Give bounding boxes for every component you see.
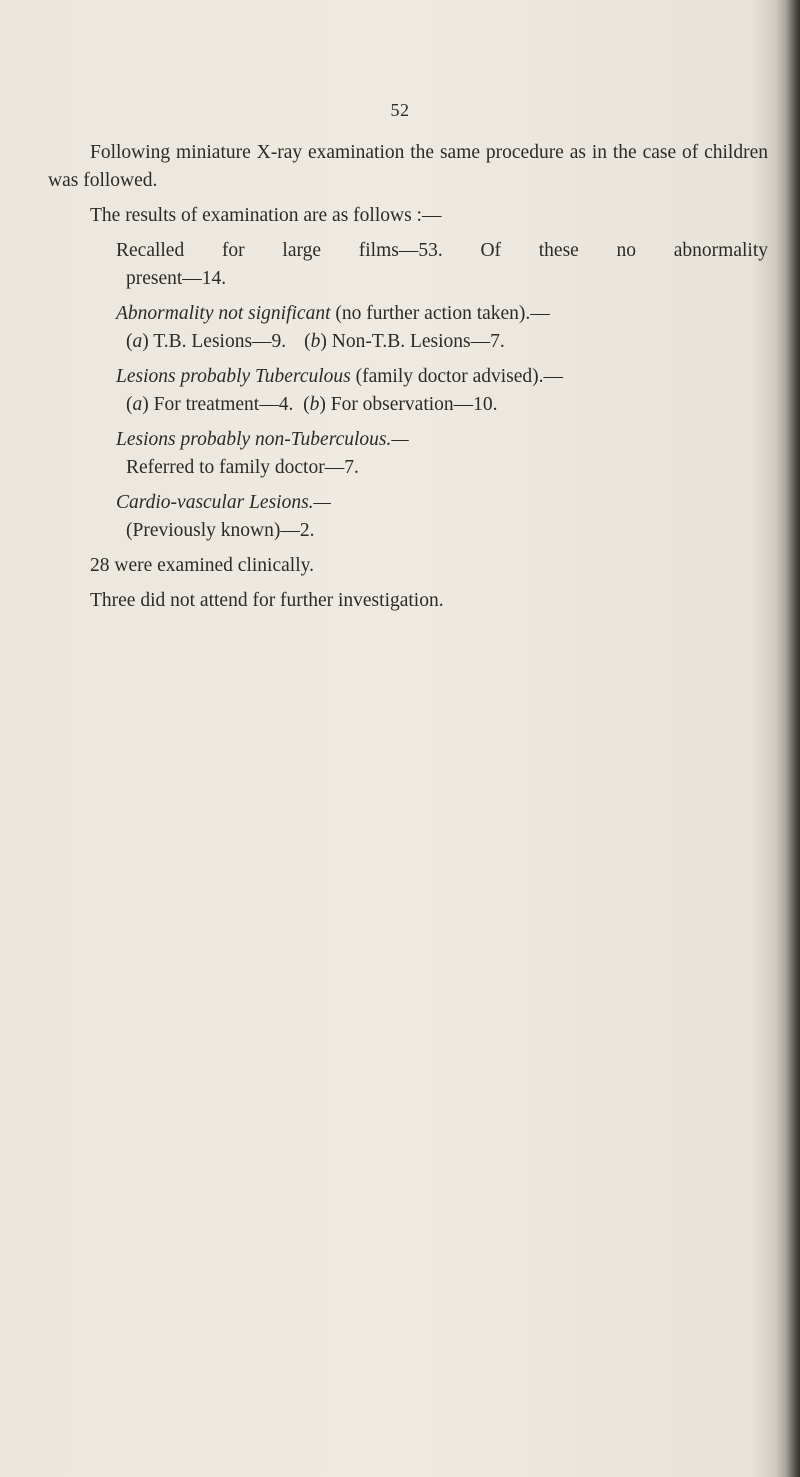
document-body [48, 139, 768, 622]
item-detail: (Previously known)—2. [126, 520, 315, 541]
did-not-attend: Three did not attend for further investigation. [90, 590, 444, 611]
item-heading: Lesions probably non-Tuberculous.— [116, 429, 409, 450]
item-heading: Cardio-vascular Lesions.— [116, 492, 331, 513]
sub-text: T.B. Lesions—9. [153, 331, 287, 352]
result-item-probably-tuberculous [116, 363, 768, 419]
result-item-probably-non-tuberculous [116, 426, 768, 482]
result-item-cardio-vascular [116, 489, 768, 545]
page-number: 52 [390, 100, 410, 120]
sub-letter: a [132, 394, 143, 415]
item-subcategories: (a) For treatment—4. (b) For observation—10. [126, 394, 498, 415]
sub-text: For observation—10. [330, 394, 498, 415]
item-heading: Lesions probably Tuberculous [116, 366, 351, 387]
item-detail: Referred to family doctor—7. [126, 457, 359, 478]
recalled-line-1: Recalled for large films—53. Of these no abnormality [116, 240, 768, 261]
intro-paragraph: Following miniature X-ray examination the same procedure as in the case of children was followed. [48, 142, 768, 191]
item-note: (family doctor advised).— [350, 366, 564, 387]
sub-letter: b [310, 331, 321, 352]
sub-text: For treatment—4. [153, 394, 294, 415]
examined-clinically: 28 were examined clinically. [90, 555, 314, 576]
item-note: (no further action taken).— [330, 303, 550, 324]
recalled-line-2: present—14. [126, 268, 227, 289]
result-item-abnormality-not-significant [116, 300, 768, 356]
recalled-item [116, 237, 768, 293]
item-heading: Abnormality not significant [116, 303, 331, 324]
item-subcategories: (a) T.B. Lesions—9. (b) Non-T.B. Lesions—7. [126, 331, 505, 352]
page-edge-shadow [786, 0, 800, 1477]
sub-text: Non-T.B. Lesions—7. [331, 331, 505, 352]
sub-letter: a [132, 331, 143, 352]
results-lead: The results of examination are as follows :— [90, 205, 442, 226]
sub-letter: b [309, 394, 320, 415]
